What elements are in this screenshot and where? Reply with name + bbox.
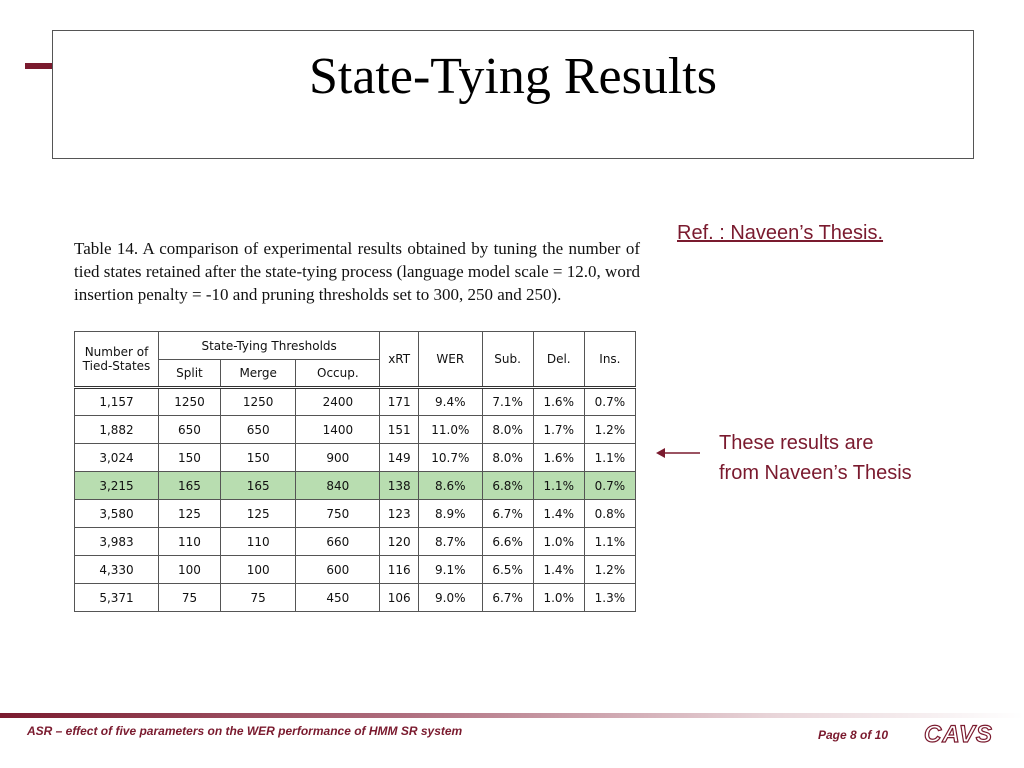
title-accent-bar xyxy=(25,63,53,69)
table-cell: 3,983 xyxy=(75,528,159,556)
table-cell: 1.6% xyxy=(533,444,584,472)
table-cell: 1.4% xyxy=(533,556,584,584)
table-cell: 1400 xyxy=(296,416,380,444)
table-cell: 165 xyxy=(159,472,221,500)
table-cell: 1.1% xyxy=(584,444,635,472)
table-cell: 120 xyxy=(380,528,419,556)
header-del: Del. xyxy=(533,332,584,388)
table-cell: 660 xyxy=(296,528,380,556)
table-cell: 6.7% xyxy=(482,500,533,528)
table-row xyxy=(75,556,636,584)
table-cell: 9.0% xyxy=(419,584,483,612)
header-sub: Sub. xyxy=(482,332,533,388)
table-cell: 3,580 xyxy=(75,500,159,528)
table-cell: 3,215 xyxy=(75,472,159,500)
table-cell: 650 xyxy=(220,416,296,444)
table-cell: 600 xyxy=(296,556,380,584)
table-cell: 6.7% xyxy=(482,584,533,612)
note-line-1: These results are xyxy=(719,432,874,454)
table-cell: 75 xyxy=(159,584,221,612)
table-cell: 1,882 xyxy=(75,416,159,444)
table-cell: 9.1% xyxy=(419,556,483,584)
table-row xyxy=(75,444,636,472)
header-occup: Occup. xyxy=(296,360,380,388)
table-cell: 4,330 xyxy=(75,556,159,584)
table-cell: 1.0% xyxy=(533,584,584,612)
table-cell: 149 xyxy=(380,444,419,472)
note-line-2: from Naveen’s Thesis xyxy=(719,462,912,484)
table-cell: 8.6% xyxy=(419,472,483,500)
cavs-logo: CAVS xyxy=(924,721,993,748)
table-cell: 750 xyxy=(296,500,380,528)
header-merge: Merge xyxy=(220,360,296,388)
table-cell: 100 xyxy=(220,556,296,584)
table-cell: 8.7% xyxy=(419,528,483,556)
table-cell: 7.1% xyxy=(482,388,533,416)
table-cell: 110 xyxy=(159,528,221,556)
table-cell: 165 xyxy=(220,472,296,500)
table-cell: 650 xyxy=(159,416,221,444)
table-cell: 151 xyxy=(380,416,419,444)
table-cell: 1,157 xyxy=(75,388,159,416)
table-cell: 1250 xyxy=(159,388,221,416)
footer-description: ASR – effect of five parameters on the WER performance of HMM SR system xyxy=(27,724,463,738)
table-cell: 2400 xyxy=(296,388,380,416)
table-cell: 900 xyxy=(296,444,380,472)
title-box xyxy=(52,30,974,159)
table-cell: 3,024 xyxy=(75,444,159,472)
table-cell: 1.4% xyxy=(533,500,584,528)
table-row xyxy=(75,416,636,444)
table-cell: 150 xyxy=(220,444,296,472)
table-cell: 0.8% xyxy=(584,500,635,528)
table-cell: 106 xyxy=(380,584,419,612)
table-cell: 9.4% xyxy=(419,388,483,416)
header-ins: Ins. xyxy=(584,332,635,388)
table-cell: 1250 xyxy=(220,388,296,416)
table-cell: 116 xyxy=(380,556,419,584)
results-table xyxy=(74,331,636,612)
table-cell: 1.6% xyxy=(533,388,584,416)
table-row xyxy=(75,584,636,612)
table-cell: 1.3% xyxy=(584,584,635,612)
page-number: Page 8 of 10 xyxy=(818,728,889,742)
header-xrt: xRT xyxy=(380,332,419,388)
table-cell: 110 xyxy=(220,528,296,556)
table-cell: 0.7% xyxy=(584,388,635,416)
table-cell: 8.0% xyxy=(482,416,533,444)
table-cell: 150 xyxy=(159,444,221,472)
table-row xyxy=(75,388,636,416)
table-cell: 0.7% xyxy=(584,472,635,500)
header-wer: WER xyxy=(419,332,483,388)
table-caption: Table 14. A comparison of experimental results obtained by tuning the number of tied states retained after the state-tying process (language model scale = 12.0, word insertion penalty = -10 and pruning thresholds set to 300, 250 and 250). xyxy=(74,239,640,304)
slide-title: State-Tying Results xyxy=(308,48,717,105)
table-cell: 8.9% xyxy=(419,500,483,528)
table-cell: 6.6% xyxy=(482,528,533,556)
header-split: Split xyxy=(159,360,221,388)
table-cell: 1.7% xyxy=(533,416,584,444)
table-cell: 450 xyxy=(296,584,380,612)
table-row xyxy=(75,500,636,528)
table-cell: 1.2% xyxy=(584,416,635,444)
reference-link[interactable]: Ref. : Naveen’s Thesis. xyxy=(677,222,884,244)
table-cell: 840 xyxy=(296,472,380,500)
table-cell: 75 xyxy=(220,584,296,612)
table-cell: 6.8% xyxy=(482,472,533,500)
table-cell: 11.0% xyxy=(419,416,483,444)
left-arrow-icon xyxy=(656,446,702,460)
header-tied-states: Number of Tied-States xyxy=(75,332,159,388)
footer-divider xyxy=(0,713,1024,718)
table-cell: 125 xyxy=(220,500,296,528)
table-cell: 8.0% xyxy=(482,444,533,472)
table-cell: 1.0% xyxy=(533,528,584,556)
table-body xyxy=(75,388,636,612)
table-row xyxy=(75,528,636,556)
table-cell: 100 xyxy=(159,556,221,584)
table-cell: 10.7% xyxy=(419,444,483,472)
table-cell: 171 xyxy=(380,388,419,416)
table-cell: 6.5% xyxy=(482,556,533,584)
results-note xyxy=(719,428,912,488)
table-cell: 1.2% xyxy=(584,556,635,584)
table-cell: 5,371 xyxy=(75,584,159,612)
header-thresholds-group: State-Tying Thresholds xyxy=(159,332,380,360)
table-cell: 1.1% xyxy=(584,528,635,556)
table-cell: 1.1% xyxy=(533,472,584,500)
table-cell: 123 xyxy=(380,500,419,528)
table-cell: 138 xyxy=(380,472,419,500)
table-cell: 125 xyxy=(159,500,221,528)
table-row-highlighted xyxy=(75,472,636,500)
